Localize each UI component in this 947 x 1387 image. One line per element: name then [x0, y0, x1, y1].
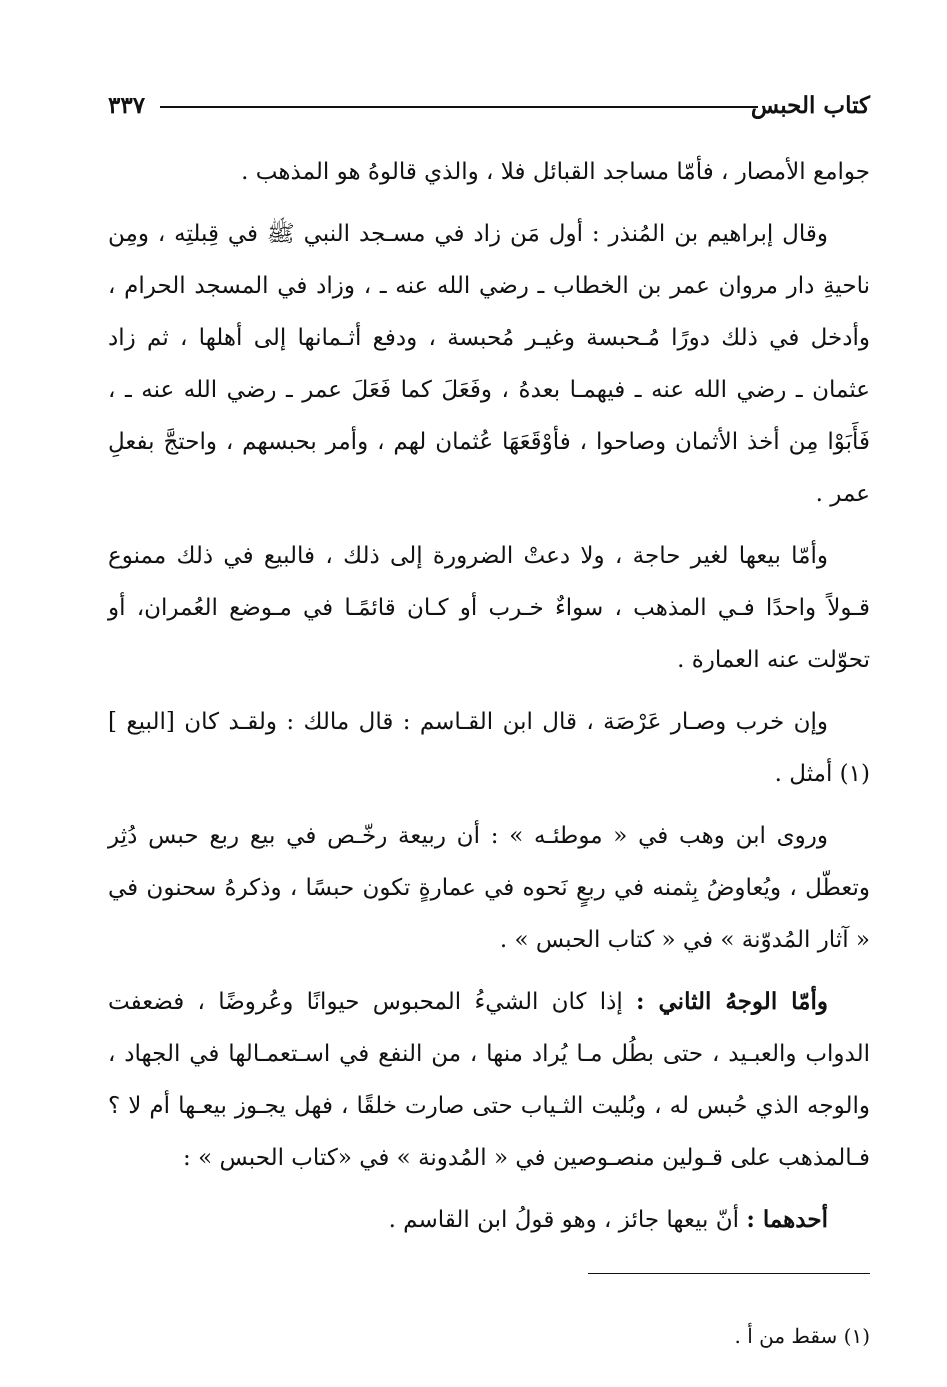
paragraph-text: وقال إبراهيم بن المُنذر : أول مَن زاد في مسـجد النبي ﷺ في قِبلتِه ، ومِن ناحيةِ دار مروان عمر بن الخطاب ـ رضي الله عنه ـ ، وزاد في المسجد الحرام ، وأدخل في ذلك دورًا مُـحبسة وغيـر مُحبسة ، ودفع أثـمانها إلى أهلها ، ثم زاد عثمان ـ رضي الله عنه ـ فيهمـا بعدهُ ، وفَعَلَ كما فَعَلَ عمر ـ رضي الله عنه ـ ، فَأَبَوْا مِن أخذ الأثمان وصاحوا ، فأوْقَعَهَا عُثمان لهم ، وأمر بحبسهم ، واحتجَّ بفعلِ عمر . — [108, 221, 870, 507]
paragraph-text: إذا كان الشيءُ المحبوس حيوانًا وعُروضًا ، فضعفت الدواب والعبـيد ، حتى بطُل مـا يُراد منها ، من النفع في اسـتعمـالها في الجهاد ، والوجه الذي حُبس له ، وبُليت الثـياب حتى صارت خلقًا ، فهل يجـوز بيعـها أم لا ؟ فـالمذهب على قـولين منصـوصين في « المُدونة » في «كتاب الحبس » : — [108, 989, 870, 1171]
paragraph-text: جوامع الأمصار ، فأمّا مساجد القبائل فلا ، والذي قالوهُ هو المذهب . — [241, 159, 870, 185]
paragraph-2 — [108, 208, 870, 520]
paragraph-6 — [108, 976, 870, 1184]
paragraph-lead: وأمّا الوجهُ الثاني : — [636, 988, 828, 1015]
paragraph-text: أنّ بيعها جائز ، وهو قولُ ابن القاسم . — [388, 1207, 740, 1233]
paragraph-text: وروى ابن وهب في « موطئـه » : أن ربيعة رخّـص في بيع ربع حبس دُثِر وتعطّل ، ويُعاوضُ بِثمنه في ربعٍ نَحوه في عمارةٍ تكون حبسًا ، وذكرهُ سحنون في « آثار المُدوّنة » في « كتاب الحبس » . — [108, 823, 870, 953]
running-header — [108, 92, 870, 126]
main-text — [108, 146, 870, 1256]
paragraph-text: وأمّا بيعها لغير حاجة ، ولا دعتْ الضرورة إلى ذلك ، فالبيع في ذلك ممنوع قـولاً واحدًا فـي المذهب ، سواءٌ خـرب أو كـان قائمًـا في مـوضع العُمران، أو تحوّلت عنه العمارة . — [108, 543, 870, 673]
paragraph-7 — [108, 1194, 870, 1246]
paragraph-5 — [108, 810, 870, 966]
book-title: كتاب الحبس — [750, 92, 870, 119]
footnote: (١) سقط من أ . — [734, 1324, 870, 1348]
paragraph-1 — [108, 146, 870, 198]
header-rule — [160, 106, 758, 108]
paragraph-3 — [108, 530, 870, 686]
page-number: ٣٣٧ — [108, 92, 146, 119]
paragraph-text: وإن خرب وصـار عَرْصَة ، قال ابن القـاسم : قال مالك : ولقـد كان [البيع ] (١) أمثل . — [108, 709, 870, 787]
paragraph-lead: أحدهما : — [746, 1206, 828, 1233]
footnote-rule — [588, 1273, 870, 1274]
paragraph-4 — [108, 696, 870, 800]
